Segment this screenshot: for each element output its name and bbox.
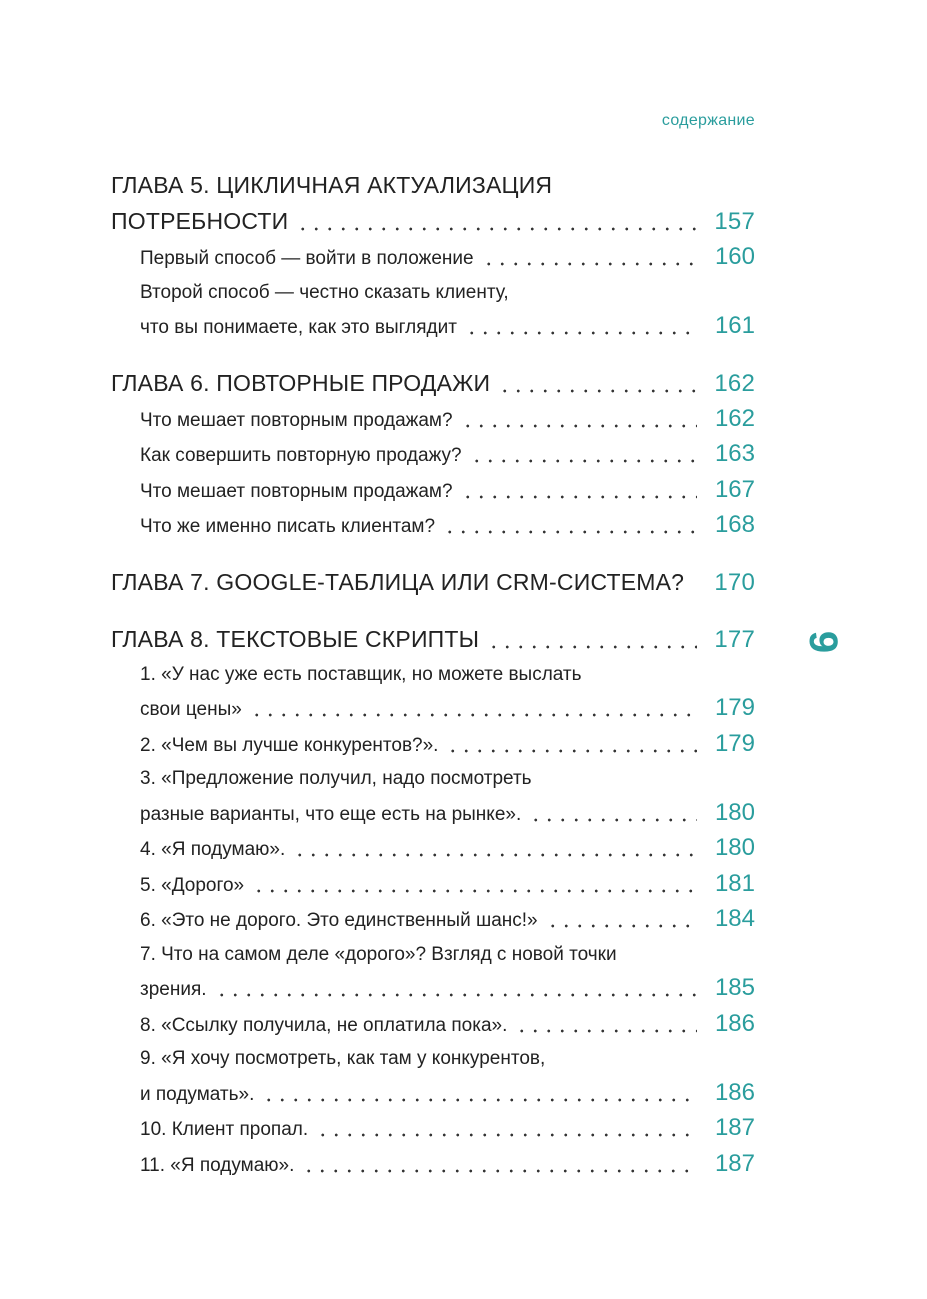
section-page-number: 162 bbox=[714, 404, 755, 432]
section-title-line: 11. «Я подумаю». bbox=[140, 1154, 295, 1176]
section-page-number: 179 bbox=[714, 729, 755, 757]
section-entry[interactable] bbox=[140, 508, 755, 544]
chapter-title-line: ГЛАВА 6. ПОВТОРНЫЕ ПРОДАЖИ bbox=[111, 369, 491, 396]
section-title-line: 10. Клиент пропал. bbox=[140, 1119, 309, 1140]
section-page-number: 180 bbox=[714, 798, 755, 826]
section-title-line: 9. «Я хочу посмотреть, как там у конкурентов, bbox=[140, 1048, 546, 1069]
chapter-page-number: 157 bbox=[714, 208, 755, 235]
section-page-number: 184 bbox=[714, 905, 755, 932]
section-entry[interactable] bbox=[140, 402, 755, 438]
section-page-number: 167 bbox=[714, 475, 755, 503]
section-page-number: 180 bbox=[714, 834, 755, 861]
section-entry[interactable] bbox=[140, 1111, 755, 1147]
running-header: содержание bbox=[661, 112, 755, 129]
dot-leader bbox=[482, 247, 697, 266]
dot-leader bbox=[262, 1083, 697, 1102]
chapter-entry[interactable] bbox=[111, 365, 755, 402]
dot-leader bbox=[296, 208, 697, 231]
dot-leader bbox=[250, 698, 697, 717]
section-list bbox=[111, 658, 755, 1183]
chapter-page-number: 177 bbox=[714, 625, 755, 653]
section-title-line: Что мешает повторным продажам? bbox=[140, 480, 453, 502]
dot-leader bbox=[443, 515, 697, 534]
dot-leader bbox=[487, 626, 697, 649]
chapter-title-line: ПОТРЕБНОСТИ bbox=[111, 208, 289, 234]
section-entry[interactable] bbox=[140, 437, 755, 473]
section-entry[interactable] bbox=[140, 867, 755, 903]
section-list bbox=[111, 402, 755, 544]
section-entry[interactable] bbox=[140, 276, 755, 345]
dot-leader bbox=[316, 1118, 697, 1137]
section-entry[interactable] bbox=[140, 658, 755, 727]
chapter-entry[interactable] bbox=[111, 564, 755, 601]
dot-leader bbox=[446, 734, 697, 753]
section-entry[interactable] bbox=[140, 902, 755, 938]
section-title-line: свои цены» bbox=[140, 699, 242, 720]
section-title-line: зрения. bbox=[140, 979, 207, 1000]
chapter-block bbox=[111, 365, 755, 544]
section-page-number: 163 bbox=[714, 440, 755, 467]
dot-leader bbox=[461, 480, 697, 499]
chapter-title-line: ГЛАВА 5. ЦИКЛИЧНАЯ АКТУАЛИЗАЦИЯ bbox=[111, 172, 553, 198]
dot-leader bbox=[692, 569, 697, 592]
dot-leader bbox=[470, 444, 697, 463]
section-title-line: 4. «Я подумаю». bbox=[140, 839, 286, 860]
section-title-line: Как совершить повторную продажу? bbox=[140, 445, 462, 466]
section-entry[interactable] bbox=[140, 473, 755, 509]
dot-leader bbox=[546, 909, 697, 928]
section-entry[interactable] bbox=[140, 1007, 755, 1043]
chapter-entry[interactable] bbox=[111, 621, 755, 658]
dot-leader bbox=[515, 1014, 697, 1033]
section-list bbox=[111, 240, 755, 345]
dot-leader bbox=[302, 1154, 697, 1173]
chapter-block bbox=[111, 564, 755, 601]
section-page-number: 186 bbox=[714, 1078, 755, 1106]
section-title-line: разные варианты, что еще есть на рынке». bbox=[140, 803, 522, 825]
section-title-line: 2. «Чем вы лучше конкурентов?». bbox=[140, 734, 439, 756]
section-page-number: 186 bbox=[714, 1009, 755, 1037]
dot-leader bbox=[529, 803, 697, 822]
chapter-page-number: 170 bbox=[714, 568, 755, 596]
table-of-contents bbox=[111, 167, 755, 1202]
chapter-page-number: 162 bbox=[714, 369, 755, 397]
section-entry[interactable] bbox=[140, 762, 755, 831]
section-entry[interactable] bbox=[140, 1042, 755, 1111]
section-page-number: 168 bbox=[714, 511, 755, 538]
chapter-block bbox=[111, 167, 755, 345]
section-page-number: 179 bbox=[714, 694, 755, 721]
dot-leader bbox=[461, 409, 697, 428]
section-page-number: 181 bbox=[714, 869, 755, 897]
section-title-line: 3. «Предложение получил, надо посмотреть bbox=[140, 768, 532, 789]
section-page-number: 161 bbox=[714, 312, 755, 339]
dot-leader bbox=[498, 370, 697, 393]
dot-leader bbox=[293, 838, 697, 857]
section-title-line: 7. Что на самом деле «дорого»? Взгляд с новой точки bbox=[140, 943, 617, 965]
section-title-line: 5. «Дорого» bbox=[140, 874, 245, 896]
dot-leader bbox=[215, 978, 697, 997]
section-title-line: 6. «Это не дорого. Это единственный шанс!» bbox=[140, 910, 538, 931]
section-title-line: 1. «У нас уже есть поставщик, но можете выслать bbox=[140, 663, 582, 685]
section-page-number: 160 bbox=[714, 243, 755, 270]
chapter-entry[interactable] bbox=[111, 167, 755, 240]
section-entry[interactable] bbox=[140, 240, 755, 276]
page-number: 9 bbox=[801, 630, 846, 654]
chapter-title-line: ГЛАВА 7. GOOGLE-ТАБЛИЦА ИЛИ CRM-СИСТЕМА? bbox=[111, 568, 685, 595]
section-entry[interactable] bbox=[140, 938, 755, 1007]
dot-leader bbox=[252, 874, 697, 893]
chapter-title-line: ГЛАВА 8. ТЕКСТОВЫЕ СКРИПТЫ bbox=[111, 625, 480, 652]
dot-leader bbox=[465, 316, 697, 335]
section-page-number: 187 bbox=[714, 1114, 755, 1141]
section-title-line: и подумать». bbox=[140, 1083, 255, 1105]
section-entry[interactable] bbox=[140, 1147, 755, 1183]
section-entry[interactable] bbox=[140, 727, 755, 763]
section-page-number: 185 bbox=[714, 974, 755, 1001]
section-title-line: Что же именно писать клиентам? bbox=[140, 516, 436, 537]
chapter-block bbox=[111, 621, 755, 1183]
section-title-line: 8. «Ссылку получила, не оплатила пока». bbox=[140, 1014, 508, 1036]
section-page-number: 187 bbox=[714, 1149, 755, 1177]
section-title-line: Первый способ — войти в положение bbox=[140, 248, 474, 269]
section-title-line: Второй способ — честно сказать клиенту, bbox=[140, 281, 509, 303]
section-title-line: что вы понимаете, как это выглядит bbox=[140, 317, 457, 338]
section-entry[interactable] bbox=[140, 831, 755, 867]
section-title-line: Что мешает повторным продажам? bbox=[140, 409, 453, 431]
